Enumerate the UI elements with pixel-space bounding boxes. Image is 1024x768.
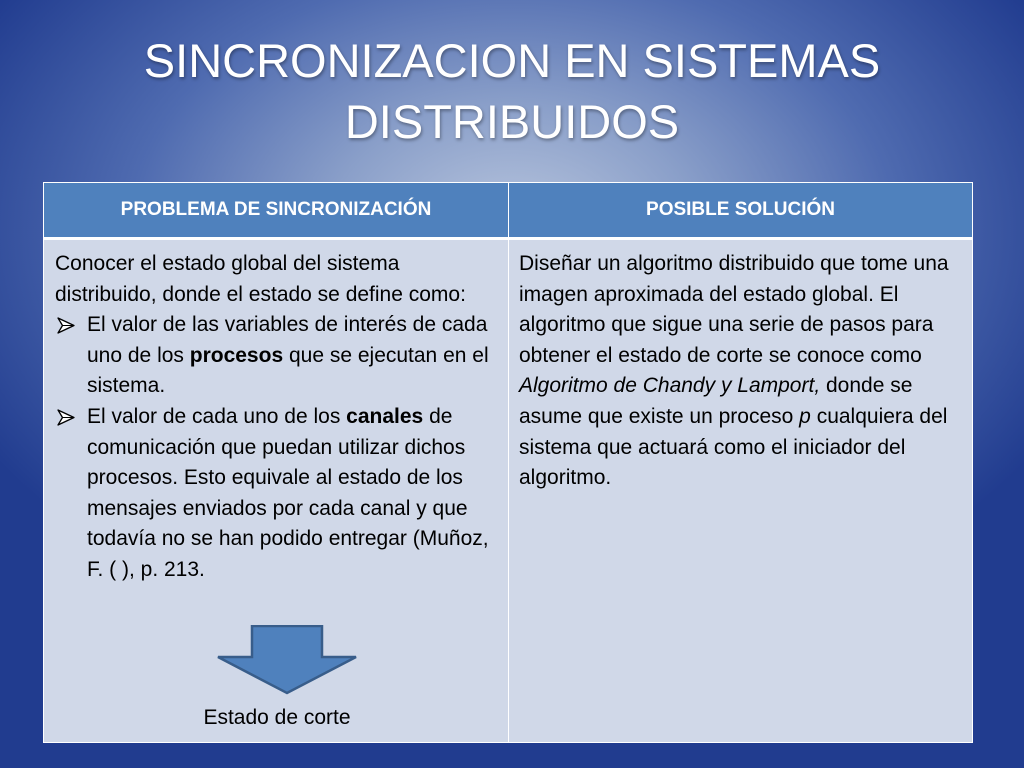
solution-text: [519, 249, 959, 494]
comparison-table: [43, 182, 973, 743]
column-divider: [508, 183, 509, 742]
process-variable: p: [799, 404, 811, 428]
solution-text-part: Diseñar un algoritmo distribuido que tome una imagen aproximada del estado global. El algoritmo que sigue una serie de pasos para obtener el estado de corte se conoce como: [519, 252, 949, 367]
problem-cell: [55, 249, 495, 586]
problem-bullet-item: [55, 310, 495, 402]
problem-bullet-list: [55, 310, 495, 585]
bullet-emphasis: canales: [346, 404, 424, 428]
solution-text-part: cualquiera del sistema que actuará como el iniciador del algoritmo.: [519, 404, 948, 490]
problem-intro: Conocer el estado global del sistema distribuido, donde el estado se define como:: [55, 252, 466, 306]
down-arrow-icon: [216, 625, 358, 695]
problem-bullet-item: [55, 402, 495, 586]
bullet-text: de comunicación que puedan utilizar dichos procesos. Esto equivale al estado de los mensajes enviados por cada canal y que todavía no se han podido entregar (Muñoz, F. ( ), p. 213.: [87, 404, 489, 581]
title-line-1: SINCRONIZACION EN SISTEMAS: [143, 34, 881, 87]
bullet-emphasis: procesos: [189, 343, 284, 367]
header-solution: POSIBLE SOLUCIÓN: [646, 199, 835, 220]
solution-text-part: donde se asume que existe un proceso: [519, 374, 913, 428]
slide-title: [100, 30, 924, 152]
title-line-2: DISTRIBUIDOS: [344, 95, 680, 148]
solution-cell: [519, 249, 959, 494]
algorithm-name: Algoritmo de Chandy y Lamport,: [519, 374, 821, 398]
arrow-caption: Estado de corte: [203, 706, 351, 729]
header-problem: PROBLEMA DE SINCRONIZACIÓN: [120, 199, 432, 220]
arrow-bullet-icon: [57, 317, 75, 334]
bullet-text: que se ejecutan en el sistema.: [87, 343, 489, 398]
arrow-bullet-icon: [57, 409, 75, 426]
bullet-text: El valor de las variables de interés de cada uno de los: [87, 313, 488, 367]
bullet-text: El valor de cada uno de los: [87, 404, 347, 428]
